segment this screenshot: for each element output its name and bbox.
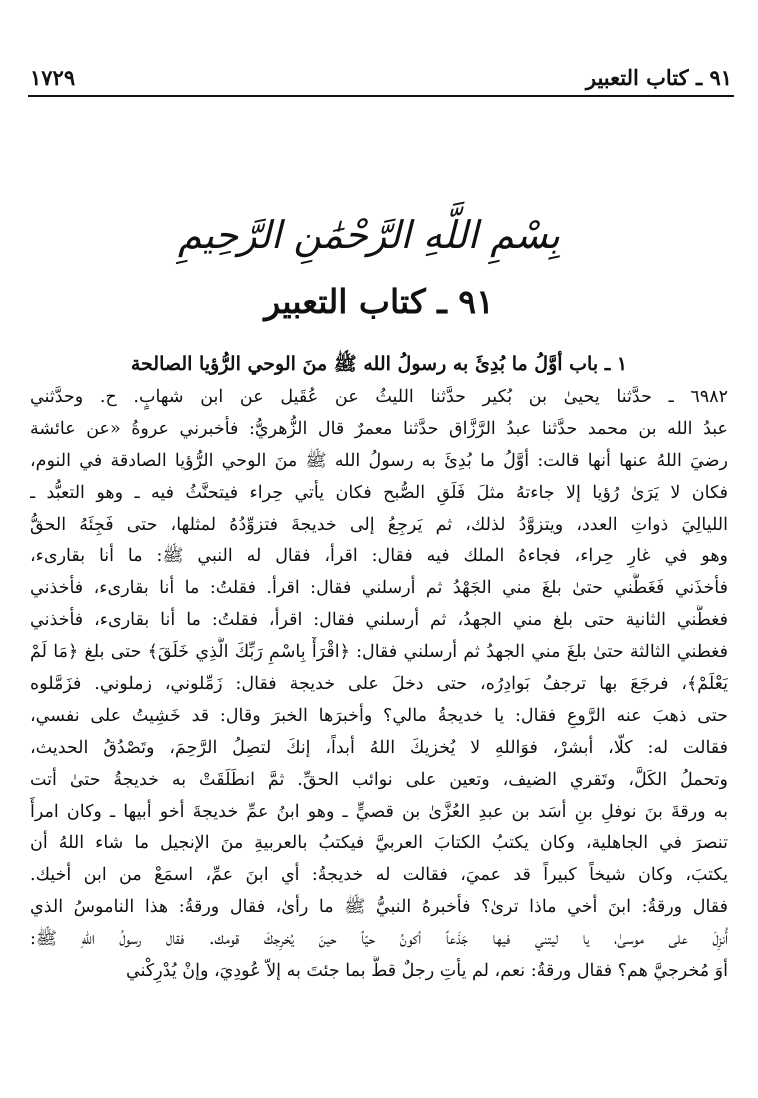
body-line: فأخذَني فَغَطَّني حتىٰ بلغَ مني الجَهْدُ ثم أرسلني فقال: اقرأ. فقلتُ: ما أنا بقارىء، فأخذني [30, 578, 728, 599]
body-line: فقالت له: كلّا، أبشرْ، فوَاللهِ لا يُخزيكَ اللهُ أبداً، إنكَ لتصِلُ الرَّحِمَ، وتَصْدُقُ الحديث، [30, 737, 728, 758]
chapter-heading: ١ ـ باب أوَّلُ ما بُدِئَ به رسولُ الله ﷺ منَ الوحي الرُّؤيا الصالحة [130, 353, 628, 375]
hadith-body [30, 382, 728, 1088]
book-title: ٩١ ـ كتاب التعبير [264, 282, 494, 321]
basmala: بِسْمِ اللَّهِ الرَّحْمَٰنِ الرَّحِيمِ [178, 213, 560, 257]
body-line: فغطَّني الثانية حتى بلغ مني الجهدُ، ثم أرسلني فقال: اقرأ، فقلتُ: ما أنا بقارىء، فأخذني [30, 610, 728, 631]
body-line: يكتبَ، وكان شيخاً كبيراً قد عميَ، فقالت له خديجةُ: أي ابنَ عمِّ، اسمَعْ من ابن أخيك. [30, 865, 728, 886]
body-line: عبدُ الله بن محمد حدَّثنا عبدُ الرَّزَّاق حدَّثنا معمرٌ قال الزُّهريُّ: فأخبرني عروةُ «عن عائشة [30, 418, 728, 439]
body-line: فكان لا يَرَىٰ رُؤيا إلا جاءتهُ مثلَ فَلَقِ الصُّبح فكان يأتي حِراء فيتحنَّثُ فيه ـ وهو التعبُّد ـ [30, 482, 728, 503]
body-line: رضيَ اللهُ عنها أنها قالت: أوَّلُ ما بُدِئَ به رسولُ الله ﷺ منَ الوحي الرُّؤيا الصادقة في النوم، [30, 450, 728, 471]
body-line: أُنزِلَ على موسىٰ، يا ليتني فيها جَذَعاً أكونُ حيّاً حينَ يُخرِجكَ قومك. فقال رسولُ اللهِ ﷺ: [30, 929, 728, 950]
body-line: أوَ مُخرجيَّ هم؟ فقال ورقةُ: نعم، لم يأتِ رجلٌ قطُّ بما جئتَ به إلاّ عُودِيَ، وإنْ يُدْرِكْني [126, 961, 728, 982]
body-line: يَعْلَمْ﴾، فرجَعَ بها ترجفُ بَوادِرُه، حتى دخلَ على خديجة فقال: زَمِّلوني، زملوني. فزَمَّلوه [30, 674, 728, 695]
body-line: وهو في غارِ حِراء، فجاءهُ الملك فيه فقال: اقرأ، فقال له النبي ﷺ: ما أنا بقارىء، [30, 546, 728, 567]
running-header [30, 56, 732, 90]
body-line: الليالِيَ ذواتِ العدد، ويتزوَّدُ لذلك، ثم يَرجِعُ إلى خديجةَ فتزوِّدُهُ لمثلها، حتى فَجِئَهُ الحقُّ [30, 514, 728, 535]
body-line: تنصرَ في الجاهلية، وكان يكتبُ الكتابَ العربيَّ فيكتبُ بالعربيةِ منَ الإنجيل ما شاء اللهُ أن [30, 833, 728, 854]
header-rule [28, 95, 734, 97]
body-line: به ورقةَ بنَ نوفلِ بنِ أسَد بن عبدِ العُزَّىٰ بن قصيٍّ ـ وهو ابنُ عمِّ خديجةَ أخو أبيها ـ وكان امرأً [30, 801, 728, 822]
header-book-label: ٩١ ـ كتاب التعبير [585, 65, 732, 90]
body-line: ٦٩٨٢ ـ حدَّثنا يحيىٰ بن بُكير حدَّثنا الليثُ عن عُقَيل عن ابن شهابٍ. ح. وحدَّثني [30, 387, 728, 407]
body-line: فغطني الثالثة حتىٰ بلغَ مني الجهدُ ثم أرسلني فقال: ﴿اقْرَأْ بِاسْمِ رَبِّكَ الَّذِي خَلَقَ﴾ حتى بلغ ﴿مَا لَمْ [30, 642, 728, 663]
body-line: وتحملُ الكَلَّ، وتَقري الضيف، وتعين على نوائب الحقِّ. ثمَّ انطَلَقَتْ به خديجةُ حتىٰ أتت [30, 769, 728, 790]
body-line: فقال ورقةُ: ابنَ أخي ماذا ترىٰ؟ فأخبرهُ النبيُّ ﷺ ما رأىٰ، فقال ورقةُ: هذا الناموسُ الذي [30, 897, 728, 918]
header-page-number: ١٧٢٩ [30, 65, 76, 90]
body-line: حتى ذهبَ عنه الرَّوعِ فقال: يا خديجةُ مالي؟ وأخبرَها الخبرَ وقال: قد خَشِيتُ على نفسي، [30, 705, 728, 726]
